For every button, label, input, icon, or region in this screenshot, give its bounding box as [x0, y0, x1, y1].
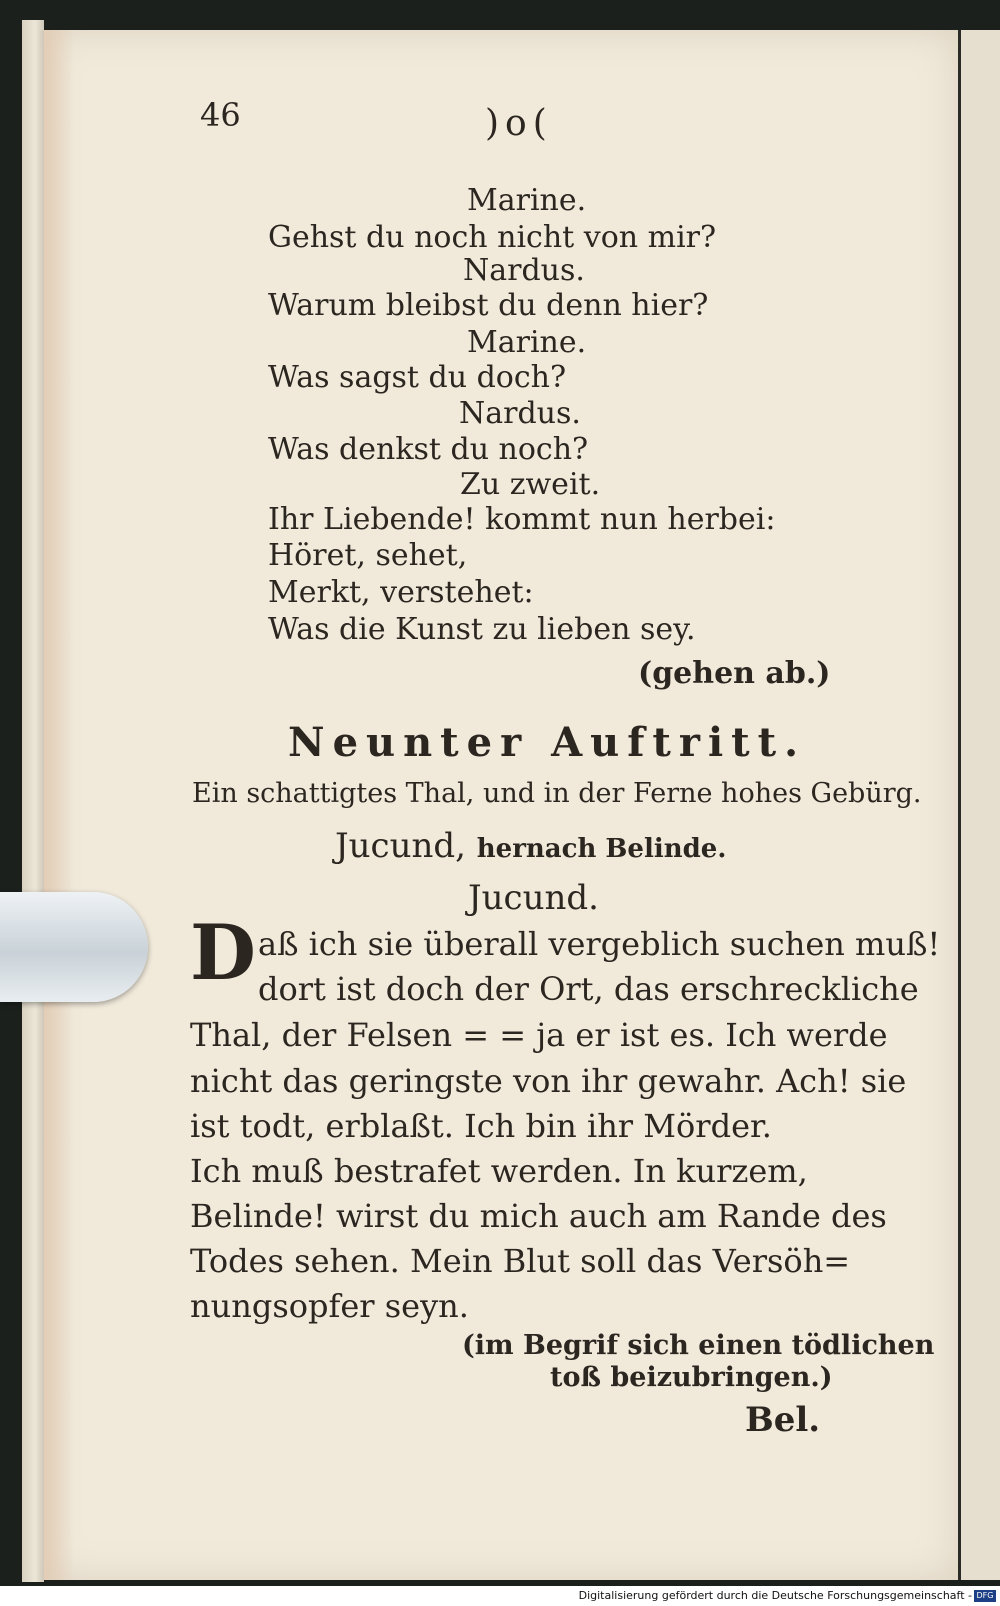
prose-line: Todes sehen. Mein Blut soll das Versöh=	[190, 1242, 851, 1280]
speaker-label: Nardus.	[463, 253, 585, 288]
verse-line: Merkt, verstehet:	[268, 575, 534, 610]
speaker-label: Zu zweit.	[460, 467, 601, 502]
stage-direction: (im Begrif sich einen tödlichen	[462, 1330, 935, 1361]
cast-rest: hernach Belinde.	[476, 834, 727, 864]
verse-line: Was die Kunst zu lieben sey.	[268, 612, 696, 647]
prose-line: nicht das geringste von ihr gewahr. Ach! sie	[190, 1062, 907, 1100]
verse-line: Warum bleibst du denn hier?	[268, 288, 709, 323]
speaker-label: Nardus.	[459, 396, 581, 431]
verse-line: Ihr Liebende! kommt nun herbei:	[268, 502, 776, 537]
prose-line: aß ich sie überall vergeblich suchen muß!	[258, 925, 941, 963]
verse-line: Was sagst du doch?	[268, 360, 567, 395]
prose-line: nungsopfer seyn.	[190, 1287, 469, 1325]
speaker-label: Jucund.	[468, 878, 599, 918]
facing-page-edge	[958, 30, 1000, 1580]
cast-main: Jucund,	[335, 826, 466, 866]
book-edge	[22, 20, 44, 1582]
page-number: 46	[200, 96, 241, 134]
running-head: )o(	[485, 103, 553, 144]
verse-line: Höret, sehet,	[268, 538, 468, 573]
catchword: Bel.	[745, 1400, 821, 1440]
speaker-label: Marine.	[467, 325, 587, 360]
prose-line: Ich muß bestrafet werden. In kurzem,	[190, 1152, 808, 1190]
prose-line: Belinde! wirst du mich auch am Rande des	[190, 1197, 887, 1235]
drop-cap: D	[190, 908, 256, 997]
speaker-label: Marine.	[467, 183, 587, 218]
scene-cast	[335, 826, 726, 866]
scene-setting: Ein schattigtes Thal, und in der Ferne hohes Gebürg.	[192, 778, 922, 809]
verse-line: Gehst du noch nicht von mir?	[268, 220, 717, 255]
page-clip	[0, 892, 148, 1002]
prose-line: Thal, der Felsen = = ja er ist es. Ich werde	[190, 1016, 888, 1054]
prose-line: dort ist doch der Ort, das erschreckliche	[258, 970, 919, 1008]
stage-direction: toß beizubringen.)	[550, 1362, 833, 1393]
exit-stage-direction: (gehen ab.)	[638, 656, 831, 691]
scene-title: Neunter Auftritt.	[288, 719, 807, 766]
prose-line: ist todt, erblaßt. Ich bin ihr Mörder.	[190, 1107, 772, 1145]
page-gutter-shade	[44, 30, 74, 1580]
dfg-logo: DFG	[974, 1590, 996, 1602]
digitization-footer	[0, 1586, 1000, 1606]
footer-text: Digitalisierung gefördert durch die Deutsche Forschungsgemeinschaft -	[578, 1589, 972, 1602]
verse-line: Was denkst du noch?	[268, 432, 589, 467]
